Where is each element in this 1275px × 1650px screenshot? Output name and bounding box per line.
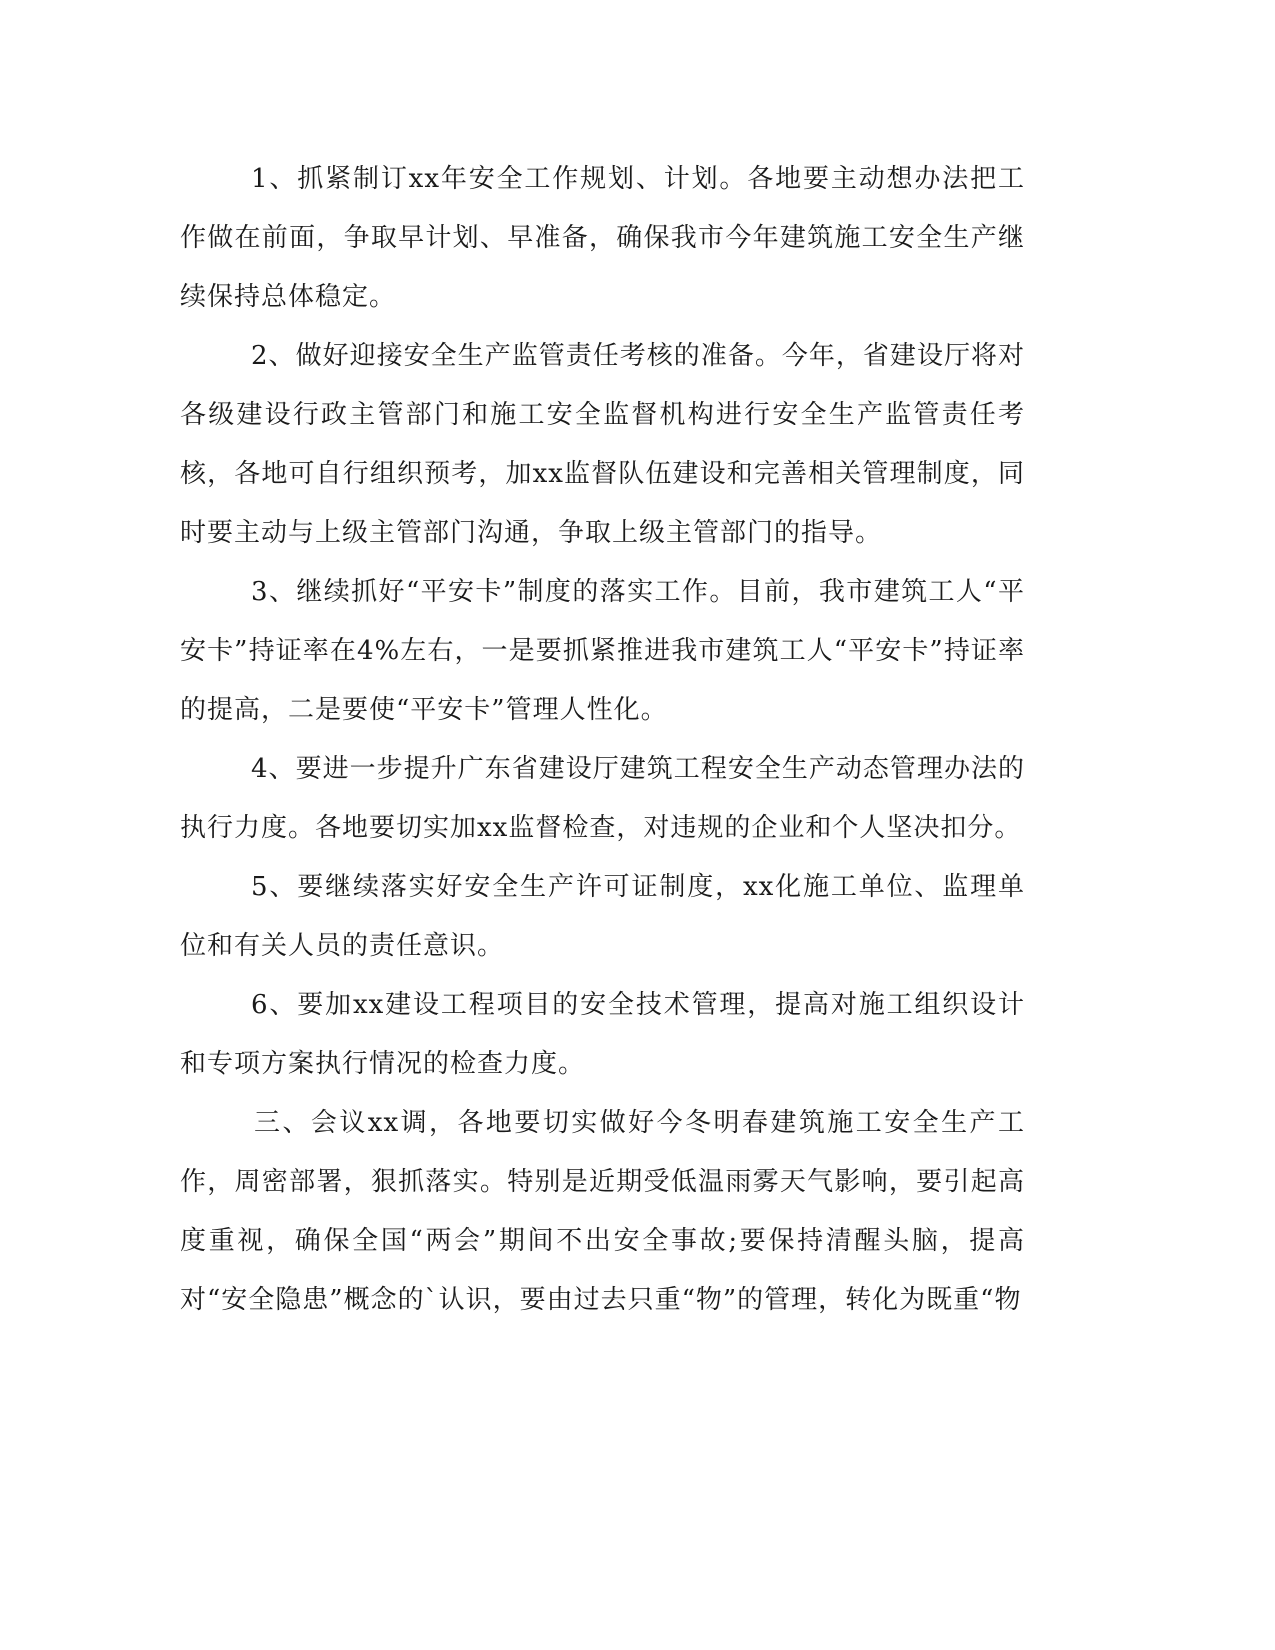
paragraph-4: 4、要进一步提升广东省建设厅建筑工程安全生产动态管理办法的执行力度。各地要切实加xx监督检查，对违规的企业和个人坚决扣分。 xyxy=(180,754,1025,843)
paragraph-2: 2、做好迎接安全生产监管责任考核的准备。今年，省建设厅将对各级建设行政主管部门和施工安全监督机构进行安全生产监管责任考核，各地可自行组织预考，加xx监督队伍建设和完善相关管理制度，同时要主动与上级主管部门沟通，争取上级主管部门的指导。 xyxy=(180,341,1025,548)
paragraph-5: 5、要继续落实好安全生产许可证制度，xx化施工单位、监理单位和有关人员的责任意识。 xyxy=(180,872,1025,961)
paragraph-1: 1、抓紧制订xx年安全工作规划、计划。各地要主动想办法把工作做在前面，争取早计划、早准备，确保我市今年建筑施工安全生产继续保持总体稳定。 xyxy=(180,164,1025,312)
paragraph-7: 三、会议xx调，各地要切实做好今冬明春建筑施工安全生产工作，周密部署，狠抓落实。特别是近期受低温雨雾天气影响，要引起高度重视，确保全国“两会”期间不出安全事故;要保持清醒头脑，提高对“安全隐患”概念的`认识，要由过去只重“物”的管理，转化为既重“物 xyxy=(180,1108,1025,1315)
paragraph-6: 6、要加xx建设工程项目的安全技术管理，提高对施工组织设计和专项方案执行情况的检查力度。 xyxy=(180,990,1025,1079)
paragraph-3: 3、继续抓好“平安卡”制度的落实工作。目前，我市建筑工人“平安卡”持证率在4%左右，一是要抓紧推进我市建筑工人“平安卡”持证率的提高，二是要使“平安卡”管理人性化。 xyxy=(180,577,1025,725)
document-body xyxy=(180,150,1025,1330)
